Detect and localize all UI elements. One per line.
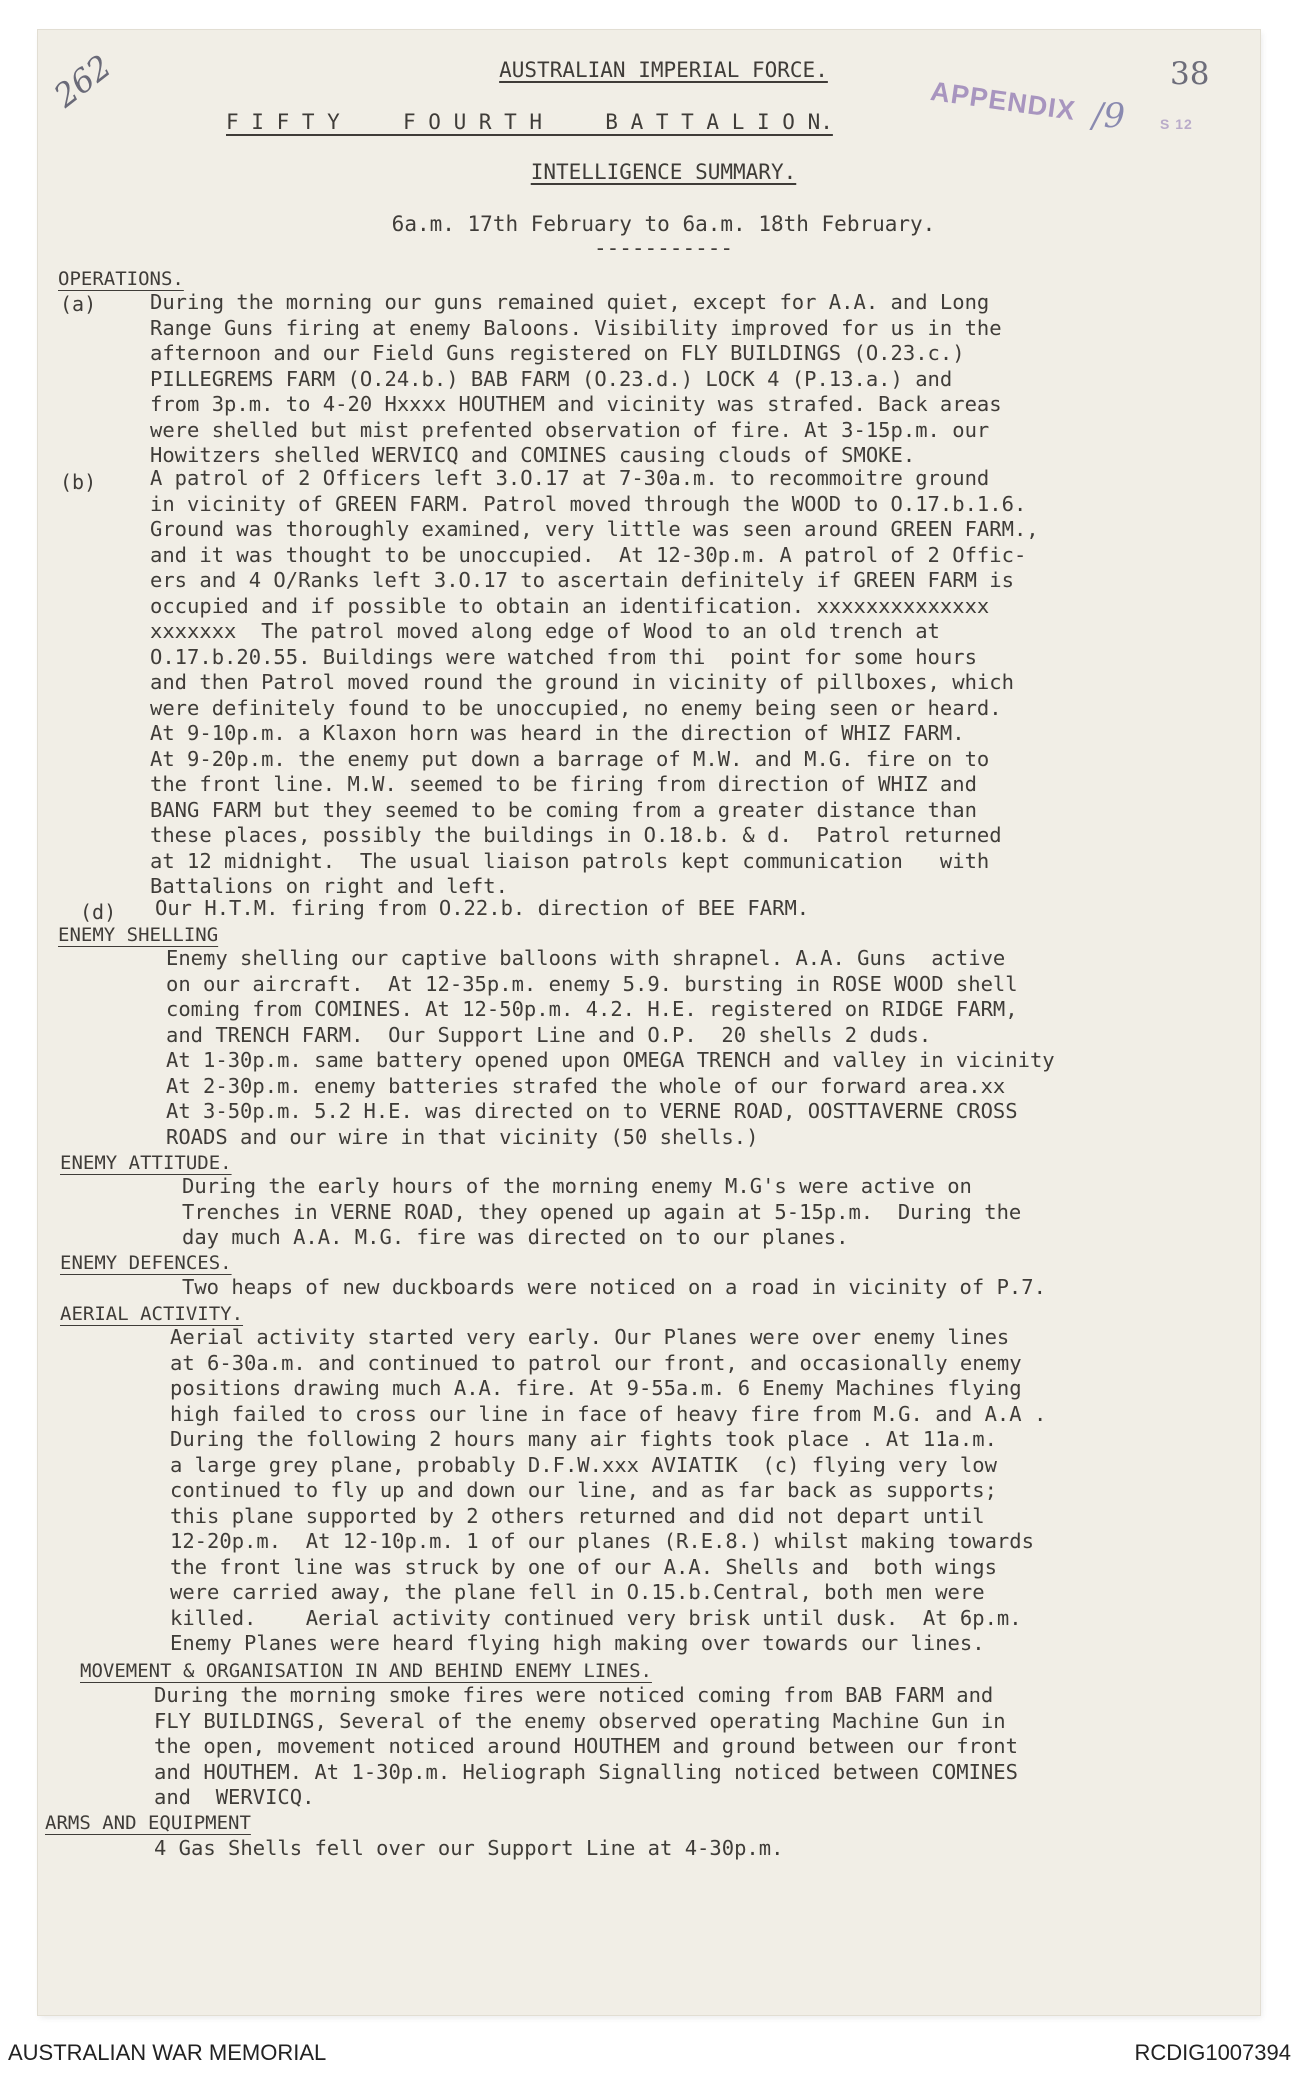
force-title: AUSTRALIAN IMPERIAL FORCE. xyxy=(499,58,828,82)
text-line: in vicinity of GREEN FARM. Patrol moved through the WOOD to O.17.b.1.6. xyxy=(150,491,1027,516)
text-line: Enemy shelling our captive balloons with shrapnel. A.A. Guns active xyxy=(166,946,1006,970)
document-type: INTELLIGENCE SUMMARY. xyxy=(530,160,797,184)
text-line: and TRENCH FARM. Our Support Line and O.P. 20 shells 2 duds. xyxy=(166,1022,932,1047)
text-line: At 9-20p.m. the enemy put down a barrage of M.W. and M.G. fire on to xyxy=(150,746,990,771)
text-line: O.17.b.20.55. Buildings were watched from thi point for some hours xyxy=(150,644,977,669)
operations-a-label: (a) xyxy=(60,292,97,316)
text-line: afternoon and our Field Guns registered on FLY BUILDINGS (O.23.c.) xyxy=(150,341,965,365)
operations-heading: OPERATIONS. xyxy=(58,268,184,290)
text-line: high failed to cross our line in face of heavy fire from M.G. and A.A . xyxy=(170,1401,1047,1426)
text-line: During the morning our guns remained quiet, except for A.A. and Long xyxy=(150,290,990,314)
operations-b-paragraph xyxy=(150,466,1039,900)
aerial-activity-heading: AERIAL ACTIVITY. xyxy=(60,1303,244,1325)
enemy-attitude-paragraph xyxy=(182,1174,1021,1251)
text-line: FLY BUILDINGS, Several of the enemy observed operating Machine Gun in xyxy=(154,1708,1006,1733)
text-line: killed. Aerial activity continued very brisk until dusk. At 6p.m. xyxy=(170,1605,1022,1630)
footer-record-id: RCDIG1007394 xyxy=(1134,2040,1291,2065)
stamp-fragment: S 12 xyxy=(1160,116,1193,132)
text-line: at 6-30a.m. and continued to patrol our front, and occasionally enemy xyxy=(170,1350,1022,1375)
text-line: Two heaps of new duckboards were noticed on a road in vicinity of P.7. xyxy=(182,1275,1046,1299)
text-line: 12-20p.m. At 12-10p.m. 1 of our planes (R.E.8.) whilst making towards xyxy=(170,1529,1034,1553)
arms-equipment-heading: ARMS AND EQUIPMENT xyxy=(45,1812,251,1834)
movement-paragraph xyxy=(154,1683,1018,1811)
operations-b-label: (b) xyxy=(60,470,97,494)
text-line: these places, possibly the buildings in O.18.b. & d. Patrol returned xyxy=(150,823,1002,847)
text-line: ers and 4 O/Ranks left 3.O.17 to ascertain definitely if GREEN FARM is xyxy=(150,568,1014,592)
text-line: A patrol of 2 Officers left 3.O.17 at 7-30a.m. to recommoitre ground xyxy=(150,466,990,490)
text-line: the open, movement noticed around HOUTHEM and ground between our front xyxy=(154,1734,1018,1758)
text-line: on our aircraft. At 12-35p.m. enemy 5.9. bursting in ROSE WOOD shell xyxy=(166,971,1018,996)
text-line: xxxxxxx The patrol moved along edge of Wood to an old trench at xyxy=(150,619,940,643)
aerial-activity-paragraph xyxy=(170,1325,1046,1657)
text-line: at 12 midnight. The usual liaison patrols kept communication with xyxy=(150,848,990,873)
text-line: At 3-50p.m. 5.2 H.E. was directed on to VERNE ROAD, OOSTTAVERNE CROSS xyxy=(166,1099,1018,1123)
report-period: 6a.m. 17th February to 6a.m. 18th February. xyxy=(391,212,936,236)
text-line: coming from COMINES. At 12-50p.m. 4.2. H.E. registered on RIDGE FARM, xyxy=(166,997,1018,1021)
text-line: the front line. M.W. seemed to be firing from direction of WHIZ and xyxy=(150,772,977,796)
text-line: Range Guns firing at enemy Baloons. Visibility improved for us in the xyxy=(150,315,1002,340)
enemy-attitude-heading: ENEMY ATTITUDE. xyxy=(60,1152,232,1174)
enemy-shelling-heading: ENEMY SHELLING xyxy=(58,924,219,946)
text-line: a large grey plane, probably D.F.W.xxx AVIATIK (c) flying very low xyxy=(170,1452,997,1477)
text-line: At 1-30p.m. same battery opened upon OMEGA TRENCH and valley in vicinity xyxy=(166,1048,1055,1072)
text-line: 4 Gas Shells fell over our Support Line at 4-30p.m. xyxy=(154,1836,784,1860)
text-line: occupied and if possible to obtain an identification. xxxxxxxxxxxxxx xyxy=(150,593,990,618)
text-line: During the following 2 hours many air fights took place . At 11a.m. xyxy=(170,1427,997,1451)
arms-equipment-paragraph xyxy=(154,1836,783,1862)
text-line: PILLEGREMS FARM (O.24.b.) BAB FARM (O.23.d.) LOCK 4 (P.13.a.) and xyxy=(150,366,953,391)
text-line: and HOUTHEM. At 1-30p.m. Heliograph Signalling noticed between COMINES xyxy=(154,1759,1018,1784)
text-line: During the morning smoke fires were noticed coming from BAB FARM and xyxy=(154,1683,994,1707)
text-line: and it was thought to be unoccupied. At 12-30p.m. A patrol of 2 Offic- xyxy=(150,542,1027,567)
text-line: from 3p.m. to 4-20 Hxxxx HOUTHEM and vicinity was strafed. Back areas xyxy=(150,392,1002,416)
text-line: day much A.A. M.G. fire was directed on to our planes. xyxy=(182,1225,849,1249)
text-line: this plane supported by 2 others returned and did not depart until xyxy=(170,1503,985,1528)
text-line: Howitzers shelled WERVICQ and COMINES causing clouds of SMOKE. xyxy=(150,443,916,467)
text-line: Aerial activity started very early. Our Planes were over enemy lines xyxy=(170,1325,1010,1349)
text-line: were shelled but mist prefented observation of fire. At 3-15p.m. our xyxy=(150,417,990,442)
operations-d-paragraph xyxy=(155,896,809,922)
text-line: positions drawing much A.A. fire. At 9-55a.m. 6 Enemy Machines flying xyxy=(170,1376,1022,1400)
appendix-number-handwritten: /9 xyxy=(1092,96,1126,136)
text-line: and WERVICQ. xyxy=(154,1785,315,1809)
text-line: were carried away, the plane fell in O.15.b.Central, both men were xyxy=(170,1580,985,1604)
folio-number-handwritten: 262 xyxy=(46,47,119,115)
text-line: continued to fly up and down our line, and as far back as supports; xyxy=(170,1478,997,1502)
text-line: Ground was thoroughly examined, very little was seen around GREEN FARM., xyxy=(150,517,1039,541)
enemy-shelling-paragraph xyxy=(166,946,1055,1150)
text-line: At 9-10p.m. a Klaxon horn was heard in the direction of WHIZ FARM. xyxy=(150,721,965,745)
text-line: Our H.T.M. firing from O.22.b. direction of BEE FARM. xyxy=(155,896,810,920)
text-line: At 2-30p.m. enemy batteries strafed the whole of our forward area.xx xyxy=(166,1073,1006,1098)
operations-d-label: (d) xyxy=(80,900,117,924)
text-line: Battalions on right and left. xyxy=(150,874,508,898)
footer-archive-name: AUSTRALIAN WAR MEMORIAL xyxy=(8,2040,327,2065)
text-line: Trenches in VERNE ROAD, they opened up again at 5-15p.m. During the xyxy=(182,1199,1022,1224)
text-line: the front line was struck by one of our A.A. Shells and both wings xyxy=(170,1554,997,1579)
text-line: During the early hours of the morning enemy M.G's were active on xyxy=(182,1174,972,1198)
battalion-title: F I F T Y F O U R T H B A T T A L I O N. xyxy=(226,110,833,134)
enemy-defences-heading: ENEMY DEFENCES. xyxy=(60,1252,232,1274)
operations-a-paragraph xyxy=(150,290,1002,469)
page-number: 38 xyxy=(1170,56,1210,92)
text-line: were definitely found to be unoccupied, no enemy being seen or heard. xyxy=(150,695,1002,720)
movement-heading: MOVEMENT & ORGANISATION IN AND BEHIND ENEMY LINES. xyxy=(80,1660,652,1682)
title-rule: ----------- xyxy=(593,236,734,260)
text-line: Enemy Planes were heard flying high making over towards our lines. xyxy=(170,1631,985,1655)
text-line: and then Patrol moved round the ground in vicinity of pillboxes, which xyxy=(150,670,1014,694)
text-line: ROADS and our wire in that vicinity (50 shells.) xyxy=(166,1124,759,1149)
appendix-stamp: APPENDIX xyxy=(928,75,1078,127)
text-line: BANG FARM but they seemed to be coming from a greater distance than xyxy=(150,797,977,822)
enemy-defences-paragraph xyxy=(182,1275,1046,1301)
